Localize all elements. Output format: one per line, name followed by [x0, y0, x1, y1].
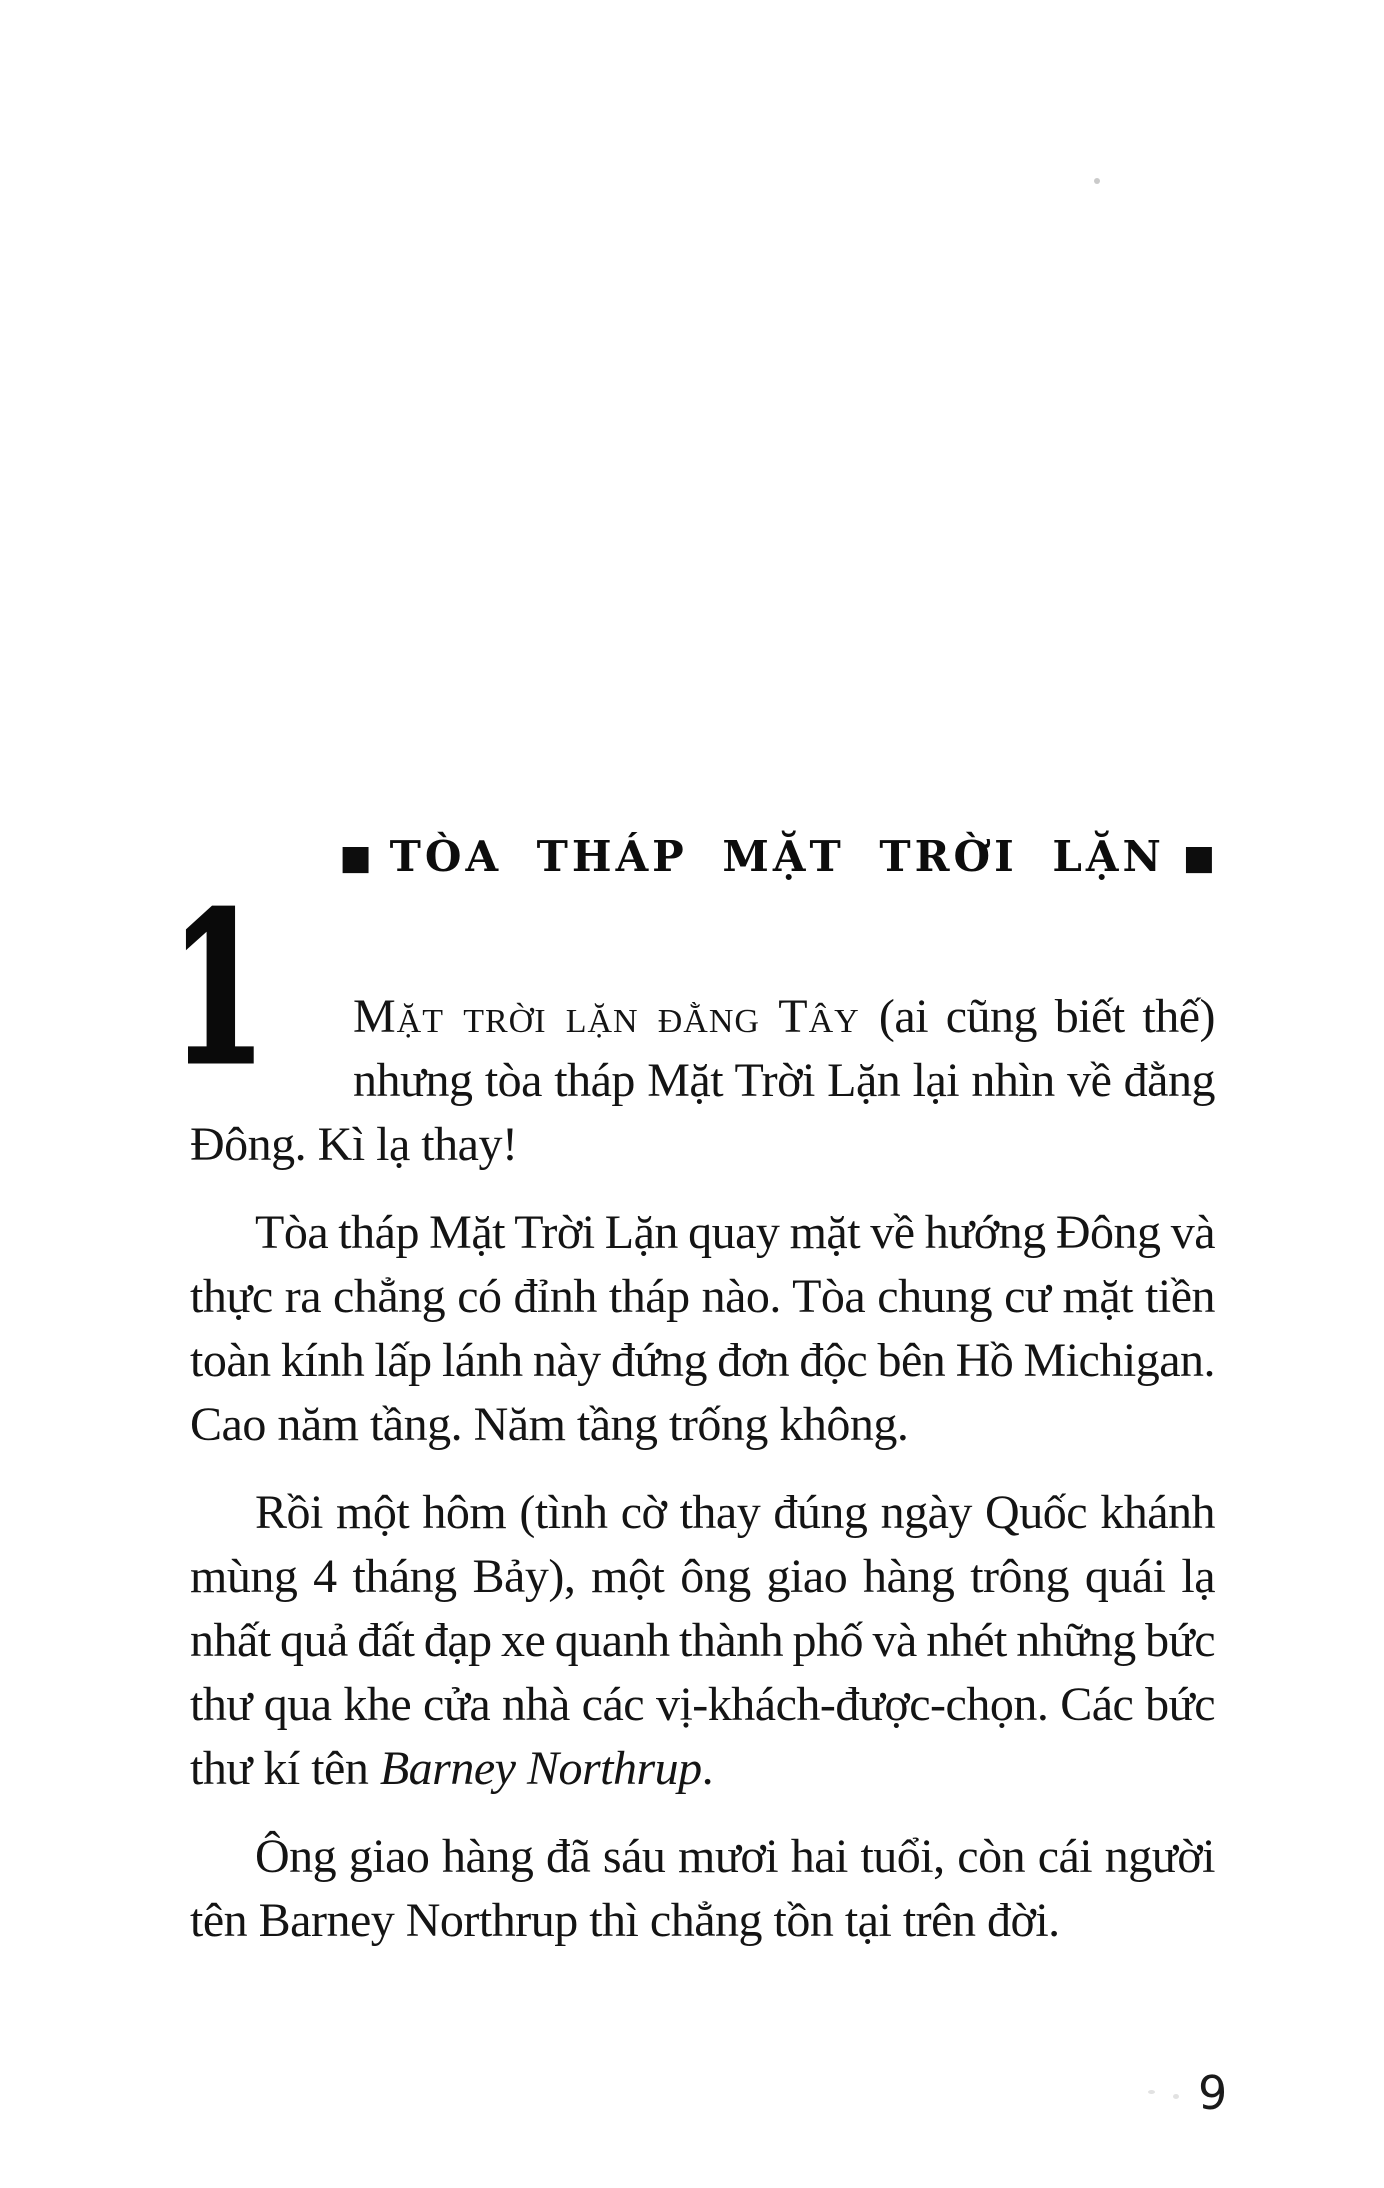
paragraph — [190, 1201, 1215, 1457]
paragraph — [190, 1825, 1215, 1953]
text-line — [190, 1049, 1215, 1113]
scan-speck — [1148, 2090, 1155, 2094]
text-segment: toàn kính lấp lánh này đứng đơn độc bên Hồ Michigan. — [190, 1334, 1215, 1387]
text-segment: Rồi một hôm (tình cờ thay đúng ngày Quốc khánh — [255, 1486, 1215, 1539]
text-line — [190, 1889, 1215, 1953]
text-line — [190, 1393, 1215, 1457]
scan-speck — [1173, 2094, 1179, 2099]
text-line — [190, 985, 1215, 1049]
text-segment: Cao năm tầng. Năm tầng trống không. — [190, 1398, 909, 1451]
paragraph — [190, 1481, 1215, 1801]
body-text — [190, 985, 1215, 1953]
chapter-number-drop-cap: 1 — [171, 868, 266, 1110]
paragraph — [190, 985, 1215, 1177]
title-square-icon: ■ — [1182, 838, 1215, 878]
text-segment: nhưng tòa tháp Mặt Trời Lặn lại nhìn về đằng — [353, 1054, 1215, 1107]
text-line — [190, 1825, 1215, 1889]
text-segment: . — [701, 1742, 714, 1795]
text-segment: nhất quả đất đạp xe quanh thành phố và nhét những bức — [190, 1614, 1215, 1667]
text-segment: Ông giao hàng đã sáu mươi hai tuổi, còn cái người — [255, 1830, 1215, 1883]
text-segment: tên Barney Northrup thì chẳng tồn tại trên đời. — [190, 1894, 1060, 1947]
text-line — [190, 1481, 1215, 1545]
text-line — [190, 1545, 1215, 1609]
title-square-icon: ■ — [339, 838, 372, 878]
text-line — [190, 1265, 1215, 1329]
text-segment: thực ra chẳng có đỉnh tháp nào. Tòa chung cư mặt tiền — [190, 1270, 1215, 1323]
small-caps-text: Mặt trời lặn đằng Tây — [353, 990, 879, 1043]
page-number: 9 — [1198, 2066, 1228, 2120]
text-line — [190, 1609, 1215, 1673]
text-line — [190, 1673, 1215, 1737]
text-line — [190, 1737, 1215, 1801]
text-segment: Tòa tháp Mặt Trời Lặn quay mặt về hướng Đông và — [255, 1206, 1215, 1259]
text-line — [190, 1201, 1215, 1265]
text-segment: (ai cũng biết thế) — [878, 990, 1215, 1043]
scan-speck — [1094, 178, 1100, 184]
text-line — [190, 1329, 1215, 1393]
text-segment: Đông. Kì lạ thay! — [190, 1118, 518, 1171]
text-segment: mùng 4 tháng Bảy), một ông giao hàng trông quái lạ — [190, 1550, 1215, 1603]
italic-text: Barney Northrup — [379, 1742, 702, 1795]
text-line — [190, 1113, 1215, 1177]
chapter-title-text: TÒA THÁP MẶT TRỜI LẶN — [389, 832, 1165, 881]
text-segment: thư qua khe cửa nhà các vị-khách-được-chọn. Các bức — [190, 1678, 1215, 1731]
text-segment: thư kí tên — [190, 1742, 380, 1795]
chapter-title — [190, 833, 1215, 884]
